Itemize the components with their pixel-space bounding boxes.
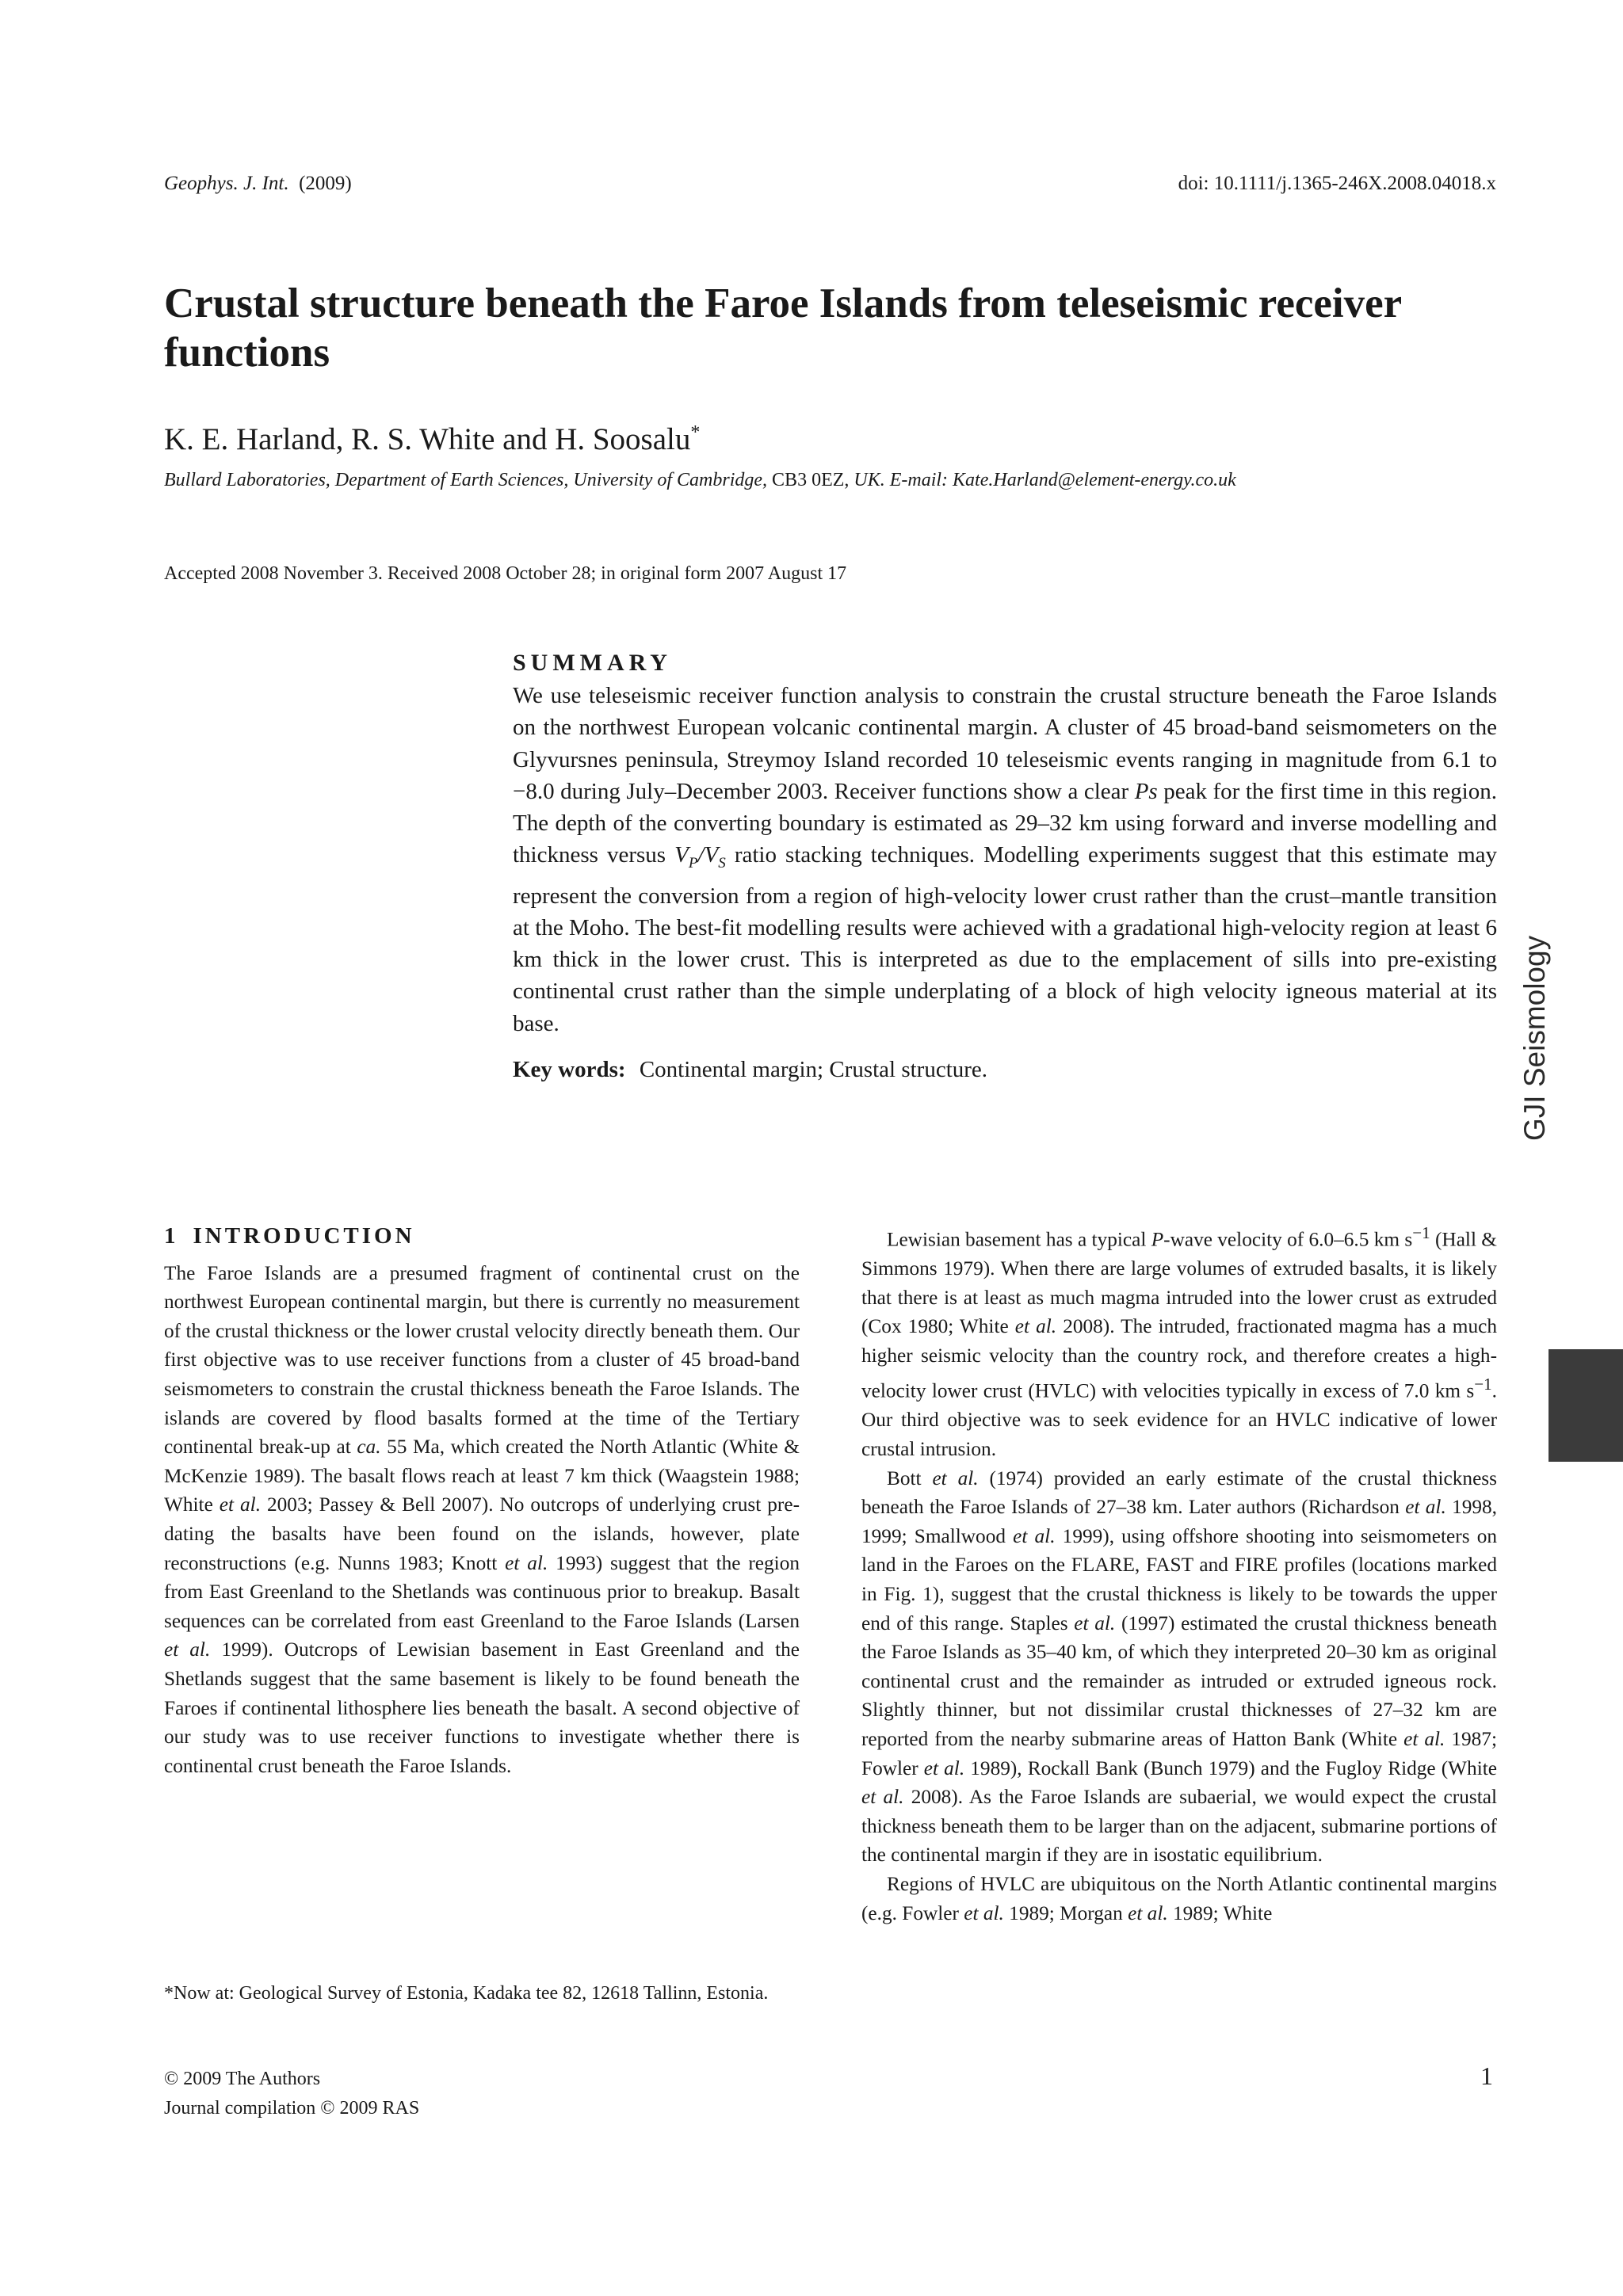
affiliation-email[interactable]: UK. E-mail: Kate.Harland@element-energy.co.uk xyxy=(854,470,1236,490)
paper-title: Crustal structure beneath the Faroe Islands from teleseismic receiver functions xyxy=(164,280,1402,376)
page-number: 1 xyxy=(1480,2061,1493,2090)
summary-section xyxy=(513,650,1497,1083)
journal-year: (2009) xyxy=(299,173,352,194)
left-column xyxy=(164,1222,800,1780)
summary-heading: SUMMARY xyxy=(513,650,672,676)
right-column xyxy=(861,1219,1497,1928)
author-names: K. E. Harland, R. S. White and H. Soosalu xyxy=(164,422,691,456)
body-paragraph-3: Regions of HVLC are ubiquitous on the North Atlantic continental margins (e.g. Fowler et al. 1989; Morgan et al. 1989; White xyxy=(861,1872,1497,1924)
summary-text: We use teleseismic receiver function analysis to constrain the crustal structure beneath the Faroe Islands on the northwest European volcanic continental margin. A cluster of 45 broad-band seismometers on the Glyvursnes peninsula, Streymoy Island recorded 10 teleseismic events ranging in magnitude from 6.1 to −8.0 during July–December 2003. Receiver functions show a clear Ps peak for the first time in this region. The depth of the converting boundary is estimated as 29–32 km using forward and inverse modelling and thickness versus $V_P/V_S$ ratio stacking techniques. Modelling experiments suggest that this estimate may represent the conversion from a region of high-velocity lower crust rather than the crust–mantle transition at the Moho. The best-fit modelling results were achieved with a gradational high-velocity region at least 6 km thick in the lower crust. This is interpreted as due to the emplacement of sills into pre-existing continental crust rather than the simple underplating of a block of high velocity igneous material at its base. xyxy=(513,683,1497,1036)
copyright-authors: © 2009 The Authors xyxy=(164,2069,321,2089)
affiliation xyxy=(164,470,1236,491)
body-paragraph-1: Lewisian basement has a typical P-wave velocity of 6.0–6.5 km $s^{-1}$ (Hall & Simmons 1979). When there are large volumes of extruded basalts, it is likely that there is at least as much magma intruded into the lower crust as extruded (Cox 1980; White et al. 2008). The intruded, fractionated magma has a much higher seismic velocity than the country rock, and therefore creates a high-velocity lower crust (HVLC) with velocities typically in excess of 7.0 km $s^{-1}$. Our third objective was to seek evidence for an HVLC indicative of lower crustal intrusion. xyxy=(861,1223,1497,1460)
doi[interactable]: doi: 10.1111/j.1365-246X.2008.04018.x xyxy=(1178,173,1496,194)
intro-paragraph-1: The Faroe Islands are a presumed fragment of continental crust on the northwest European continental margin, but there is currently no measurement of the crustal thickness or the lower crustal velocity directly beneath them. Our first objective was to use receiver functions from a cluster of 45 broad-band seismometers to constrain the crustal thickness beneath the Faroe Islands. The islands are covered by flood basalts formed at the time of the Tertiary continental break-up at ca. 55 Ma, which created the North Atlantic (White & McKenzie 1989). The basalt flows reach at least 7 km thick (Waagstein 1988; White et al. 2003; Passey & Bell 2007). No outcrops of underlying crust pre-dating the basalts have been found on the islands, however, plate reconstructions (e.g. Nunns 1983; Knott et al. 1993) suggest that the region from East Greenland to the Shetlands was continuous prior to breakup. Basalt sequences can be correlated from east Greenland to the Faroe Islands (Larsen et al. 1999). Outcrops of Lewisian basement in East Greenland and the Shetlands suggest that the same basement is likely to be found beneath the Faroes if continental lithosphere lies beneath the basalt. A second objective of our study was to use receiver functions to investigate whether there is continental crust beneath the Faroe Islands. xyxy=(164,1261,800,1777)
keywords xyxy=(513,1057,1497,1083)
affiliation-lab: Bullard Laboratories, Department of Earth Sciences, University of Cambridge, xyxy=(164,470,768,490)
section-side-label: GJI Seismology xyxy=(1518,935,1551,1141)
keywords-label: Key words: xyxy=(513,1057,626,1083)
section-number: 1 xyxy=(164,1223,179,1249)
vp-vs-ratio: $V_P/V_S$ xyxy=(674,842,726,872)
section-heading-introduction xyxy=(164,1222,800,1251)
section-thumb-tab xyxy=(1549,1349,1623,1462)
journal-name: Geophys. J. Int. xyxy=(164,173,289,194)
author-footnote-mark: * xyxy=(690,422,701,443)
body-paragraph-2: Bott et al. (1974) provided an early estimate of the crustal thickness beneath the Faroe Islands of 27–38 km. Later authors (Richardson et al. 1998, 1999; Smallwood et al. 1999), using offshore shooting into seismometers on land in the Faroes on the FLARE, FAST and FIRE profiles (locations marked in Fig. 1), suggest that the crustal thickness is likely to be towards the upper end of this range. Staples et al. (1997) estimated the crustal thickness beneath the Faroe Islands as 35–40 km, of which they interpreted 20–30 km as original continental crust and the remainder as intruded or extruded igneous rock. Slightly thinner, but not dissimilar crustal thicknesses of 27–32 km are reported from the nearby submarine areas of Hatton Bank (White et al. 1987; Fowler et al. 1989), Rockall Bank (Bunch 1979) and the Fugloy Ridge (White et al. 2008). As the Faroe Islands are subaerial, we would expect the crustal thickness beneath them to be larger than on the adjacent, submarine portions of the continental margin if they are in isostatic equilibrium. xyxy=(861,1466,1497,1867)
footnote: *Now at: Geological Survey of Estonia, Kadaka tee 82, 12618 Tallinn, Estonia. xyxy=(164,1983,769,2004)
keywords-list: Continental margin; Crustal structure. xyxy=(639,1057,988,1083)
section-title: INTRODUCTION xyxy=(193,1223,415,1249)
authors xyxy=(164,421,700,457)
accepted-dates: Accepted 2008 November 3. Received 2008 October 28; in original form 2007 August 17 xyxy=(164,563,847,584)
copyright-compilation: Journal compilation © 2009 RAS xyxy=(164,2098,420,2119)
running-head-journal xyxy=(164,173,352,195)
copyright-block xyxy=(164,2065,419,2123)
affiliation-postcode: CB3 0EZ, xyxy=(772,470,850,490)
